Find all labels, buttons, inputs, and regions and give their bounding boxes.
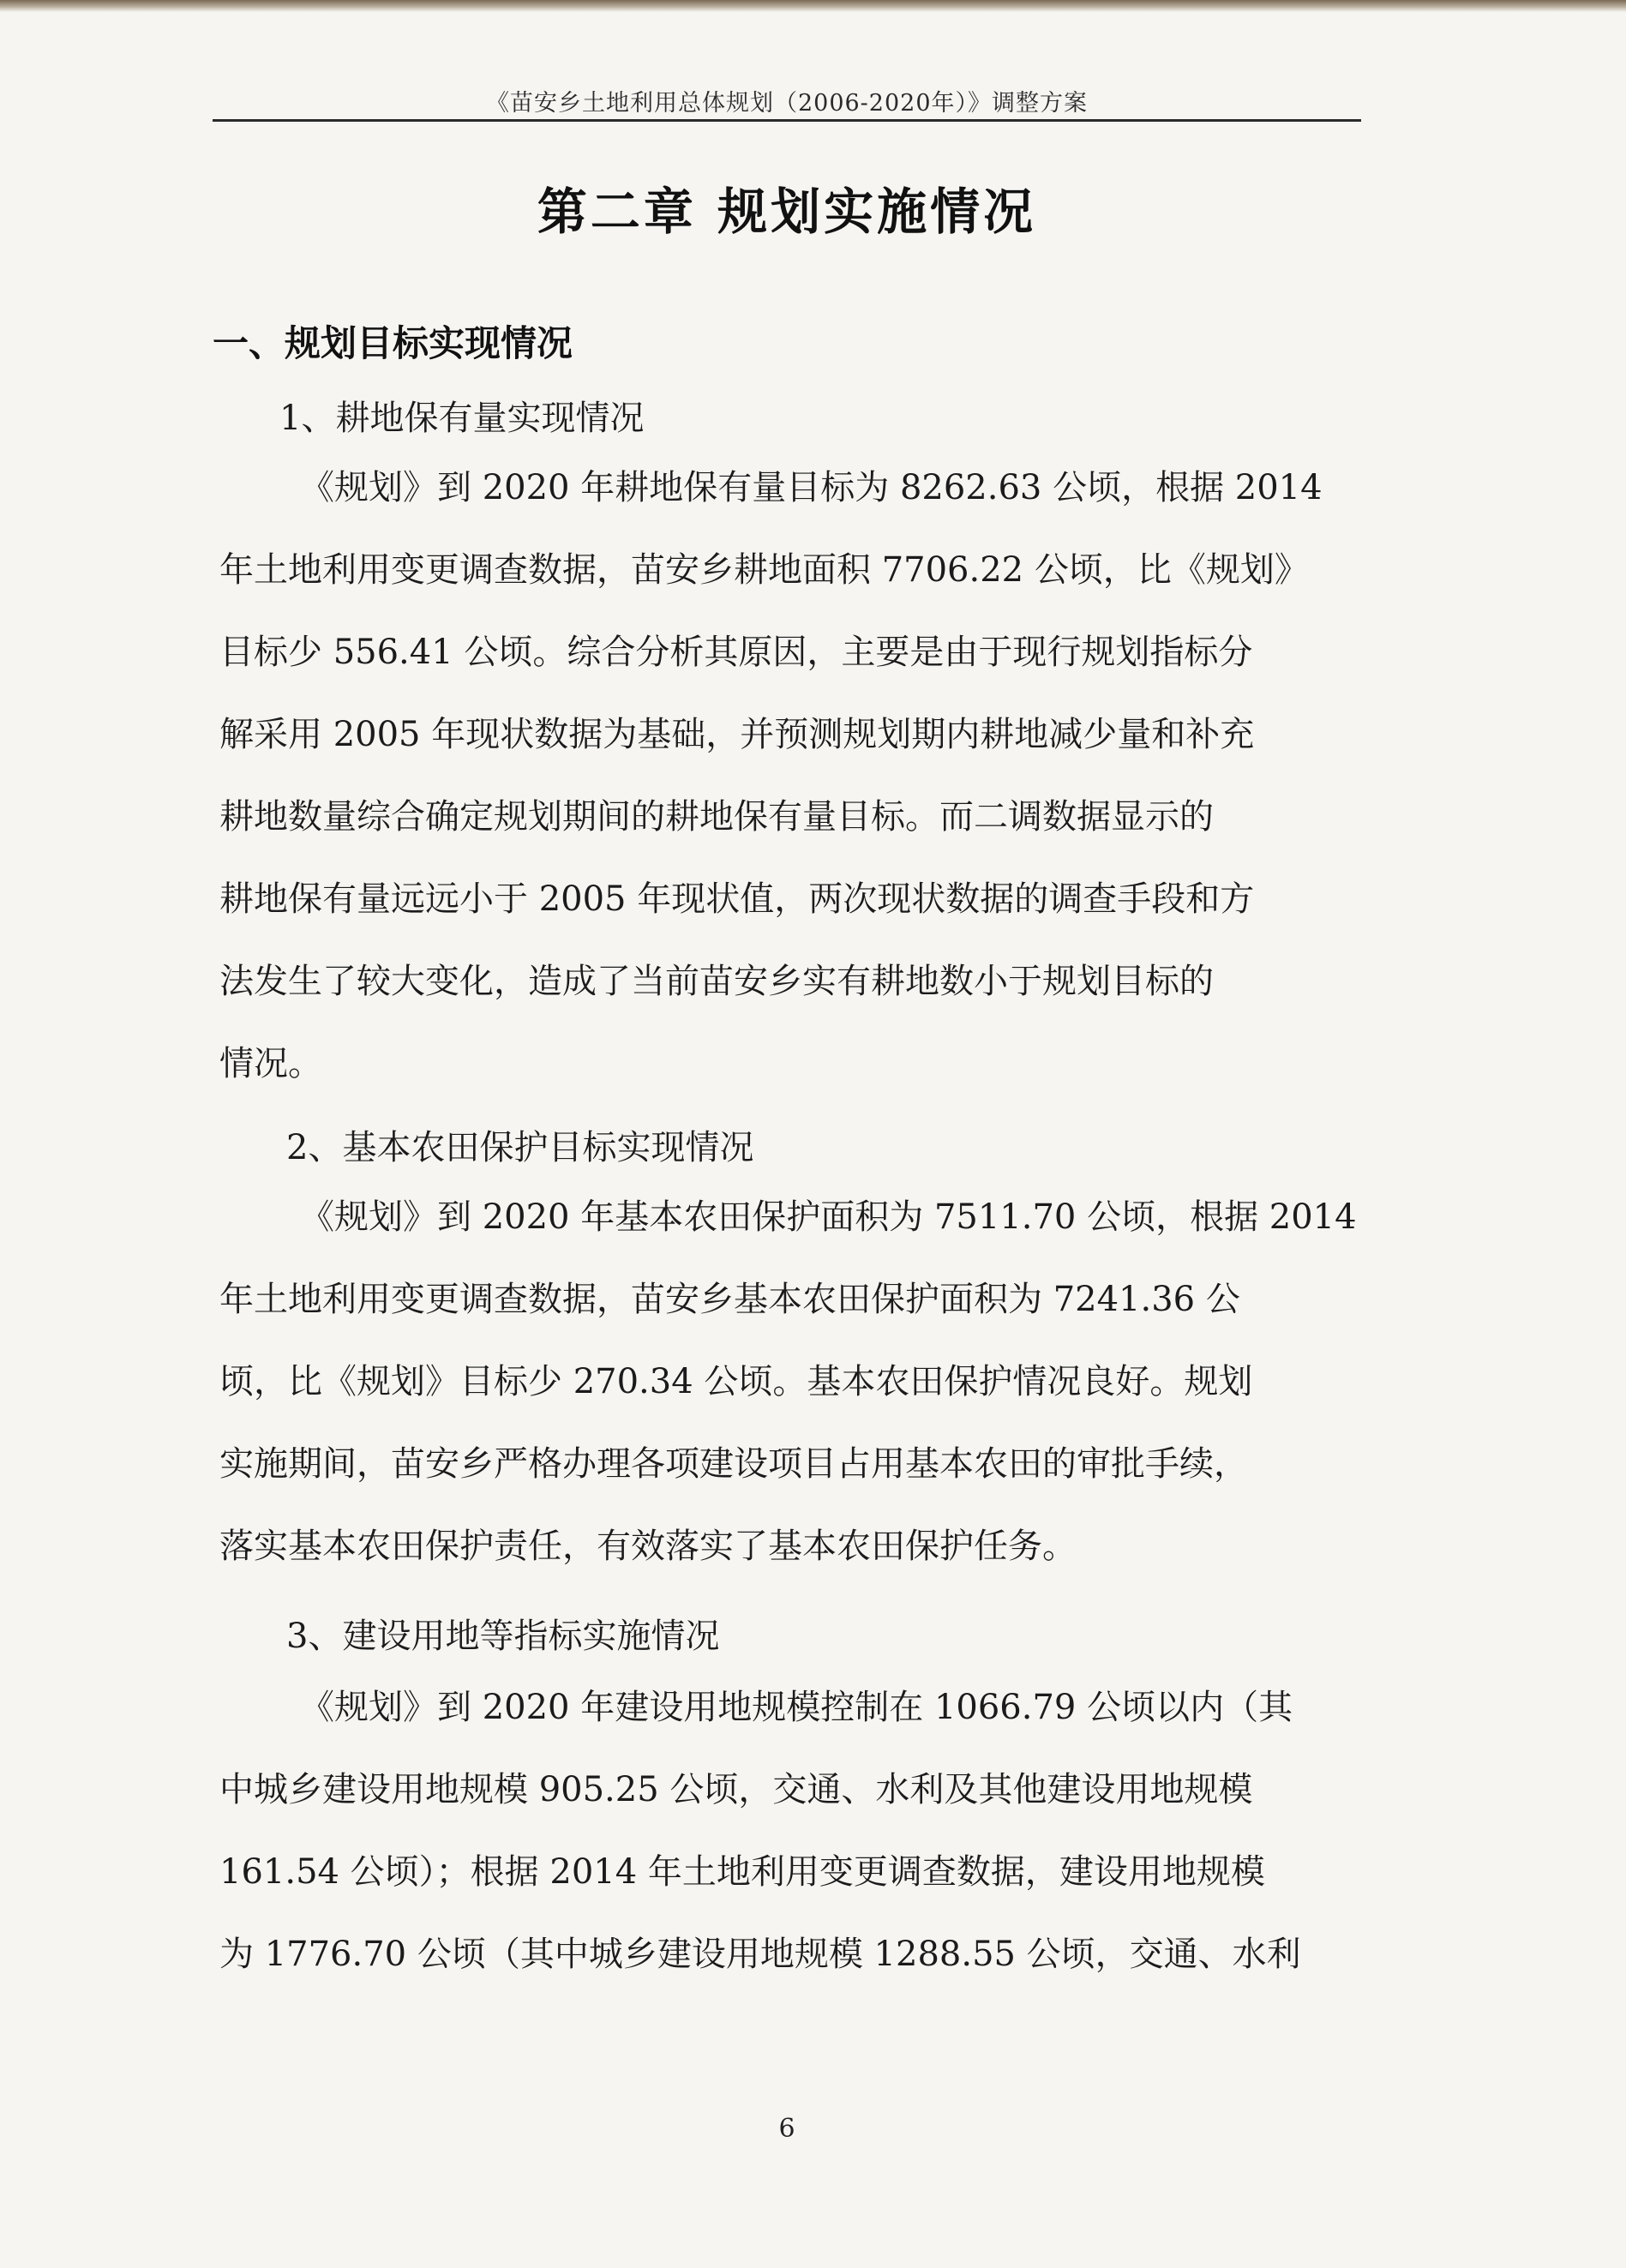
paragraph-line: 为 1776.70 公顷（其中城乡建设用地规模 1288.55 公顷，交通、水利 <box>219 1935 1301 1974</box>
paragraph-line: 落实基本农田保护责任，有效落实了基本农田保护任务。 <box>219 1527 1077 1566</box>
paragraph-line: 年土地利用变更调查数据，苗安乡基本农田保护面积为 7241.36 公 <box>219 1280 1240 1319</box>
header-divider <box>213 119 1361 122</box>
paragraph-line: 《规划》到 2020 年耕地保有量目标为 8262.63 公顷，根据 2014 <box>300 468 1323 507</box>
running-header: 《苗安乡土地利用总体规划（2006-2020年）》调整方案 <box>485 90 1089 117</box>
paragraph-line: 解采用 2005 年现状数据为基础，并预测规划期内耕地减少量和补充 <box>219 715 1255 754</box>
paragraph-line: 顷，比《规划》目标少 270.34 公顷。基本农田保护情况良好。规划 <box>219 1362 1253 1401</box>
paragraph-line: 情况。 <box>219 1044 322 1083</box>
subsection-heading-3: 3、建设用地等指标实施情况 <box>286 1617 720 1656</box>
paragraph-line: 耕地保有量远远小于 2005 年现状值，两次现状数据的调查手段和方 <box>219 879 1255 919</box>
subsection-heading-2: 2、基本农田保护目标实现情况 <box>286 1128 754 1167</box>
paragraph-line: 中城乡建设用地规模 905.25 公顷，交通、水利及其他建设用地规模 <box>219 1770 1253 1809</box>
paragraph-line: 年土地利用变更调查数据，苗安乡耕地面积 7706.22 公顷，比《规划》 <box>219 550 1309 590</box>
page-number: 6 <box>778 2114 795 2144</box>
paragraph-line: 耕地数量综合确定规划期间的耕地保有量目标。而二调数据显示的 <box>219 797 1214 837</box>
paragraph-line: 《规划》到 2020 年建设用地规模控制在 1066.79 公顷以内（其 <box>300 1688 1293 1727</box>
subsection-heading-1: 1、耕地保有量实现情况 <box>279 399 645 438</box>
paragraph-line: 161.54 公顷）；根据 2014 年土地利用变更调查数据，建设用地规模 <box>219 1852 1265 1892</box>
section-heading: 一、规划目标实现情况 <box>213 322 573 364</box>
paragraph-line: 《规划》到 2020 年基本农田保护面积为 7511.70 公顷，根据 2014 <box>300 1197 1357 1237</box>
chapter-title: 第二章 规划实施情况 <box>537 183 1037 241</box>
paragraph-line: 法发生了较大变化，造成了当前苗安乡实有耕地数小于规划目标的 <box>219 962 1214 1001</box>
paragraph-line: 实施期间，苗安乡严格办理各项建设项目占用基本农田的审批手续， <box>219 1444 1248 1484</box>
paragraph-line: 目标少 556.41 公顷。综合分析其原因，主要是由于现行规划指标分 <box>219 633 1253 672</box>
